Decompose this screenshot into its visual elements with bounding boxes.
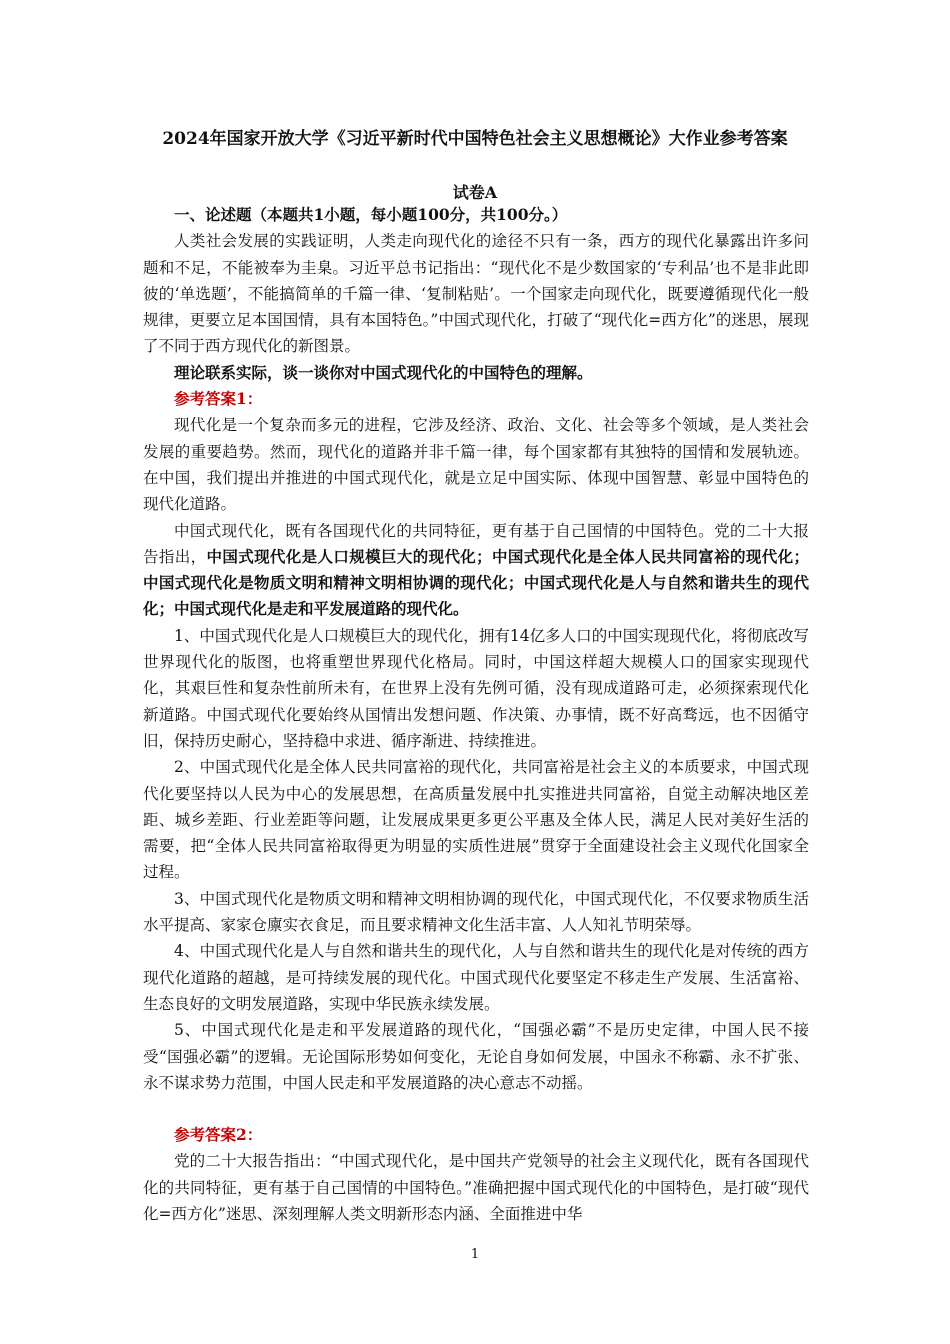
paragraph-spacer	[143, 1096, 809, 1122]
answer1-paragraph-2-bold: 中国式现代化是人口规模巨大的现代化；中国式现代化是全体人民共同富裕的现代化；中国式现代化是物质文明和精神文明相协调的现代化；中国式现代化是人与自然和谐共生的现代化；中国式现代化是走和平发展道路的现代化。	[143, 546, 809, 619]
answer2-label: 参考答案2：	[174, 1125, 263, 1145]
answer1-intro: 现代化是一个复杂而多元的进程，它涉及经济、政治、文化、社会等多个领域，是人类社会发展的重要趋势。然而，现代化的道路并非千篇一律，每个国家都有其独特的国情和发展轨迹。在中国，我们提出并推进的中国式现代化，就是立足中国实际、体现中国智慧、彰显中国特色的现代化道路。	[143, 416, 809, 514]
exam-paper-label: 试卷A	[452, 183, 498, 202]
answer1-point-4: 4、中国式现代化是人与自然和谐共生的现代化，人与自然和谐共生的现代化是对传统的西方现代化道路的超越，是可持续发展的现代化。中国式现代化要坚定不移走生产发展、生活富裕、生态良好的文明发展道路，实现中华民族永续发展。	[143, 942, 809, 1013]
section-heading: 一、论述题（本题共1小题，每小题100分，共100分。）	[174, 205, 568, 224]
answer1-point-3: 3、中国式现代化是物质文明和精神文明相协调的现代化，中国式现代化，不仅要求物质生活水平提高、家家仓廪实衣食足，而且要求精神文化生活丰富、人人知礼节明荣辱。	[143, 889, 809, 935]
answer1-paragraph-2	[143, 518, 809, 623]
answer1-point-5: 5、中国式现代化是走和平发展道路的现代化，“国强必霸”不是历史定律，中国人民不接受“国强必霸”的逻辑。无论国际形势如何变化，无论自身如何发展，中国永不称霸、永不扩张、永不谋求势力范围，中国人民走和平发展道路的决心意志不动摇。	[143, 1021, 809, 1092]
document-body	[143, 202, 809, 1227]
answer1-point-2: 2、中国式现代化是全体人民共同富裕的现代化，共同富裕是社会主义的本质要求，中国式现代化要坚持以人民为中心的发展思想，在高质量发展中扎实推进共同富裕，自觉主动解决地区差距、城乡差距、行业差距等问题，让发展成果更多更公平惠及全体人民，满足人民对美好生活的需要，把“全体人民共同富裕取得更为明显的实质性进展”贯穿于全面建设社会主义现代化国家全过程。	[143, 758, 809, 882]
question-text: 人类社会发展的实践证明，人类走向现代化的途径不只有一条，西方的现代化暴露出许多问题和不足，不能被奉为圭臬。习近平总书记指出：“现代化不是少数国家的‘专利品’也不是非此即彼的‘单选题’，不能搞简单的千篇一律、‘复制粘贴’。一个国家走向现代化，既要遵循现代化一般规律，更要立足本国国情，具有本国特色。”中国式现代化，打破了“现代化=西方化”的迷思，展现了不同于西方现代化的新图景。	[143, 232, 809, 356]
answer1-label: 参考答案1：	[174, 389, 263, 409]
question-prompt: 理论联系实际，谈一谈你对中国式现代化的中国特色的理解。	[174, 362, 593, 382]
page-number: 1	[470, 1247, 480, 1262]
answer1-paragraph-2-lead: 中国式现代化，既有各国现代化的共同特征，更有基于自己国情的中国特色。党的二十大报告指出，	[143, 521, 809, 566]
answer1-point-1: 1、中国式现代化是人口规模巨大的现代化，拥有14亿多人口的中国实现现代化，将彻底改写世界现代化的版图，也将重塑世界现代化格局。同时，中国这样超大规模人口的国家实现现代化，其艰巨性和复杂性前所未有，在世界上没有先例可循，没有现成道路可走，必须探索现代化新道路。中国式现代化要始终从国情出发想问题、作决策、办事情，既不好高骛远，也不因循守旧，保持历史耐心，坚持稳中求进、循序渐进、持续推进。	[143, 626, 809, 750]
answer2-text: 党的二十大报告指出：“中国式现代化，是中国共产党领导的社会主义现代化，既有各国现代化的共同特征，更有基于自己国情的中国特色。”准确把握中国式现代化的中国特色，是打破“现代化=西方化”迷思、深刻理解人类文明新形态内涵、全面推进中华	[143, 1152, 809, 1223]
document-title: 2024年国家开放大学《习近平新时代中国特色社会主义思想概论》大作业参考答案	[162, 129, 788, 149]
